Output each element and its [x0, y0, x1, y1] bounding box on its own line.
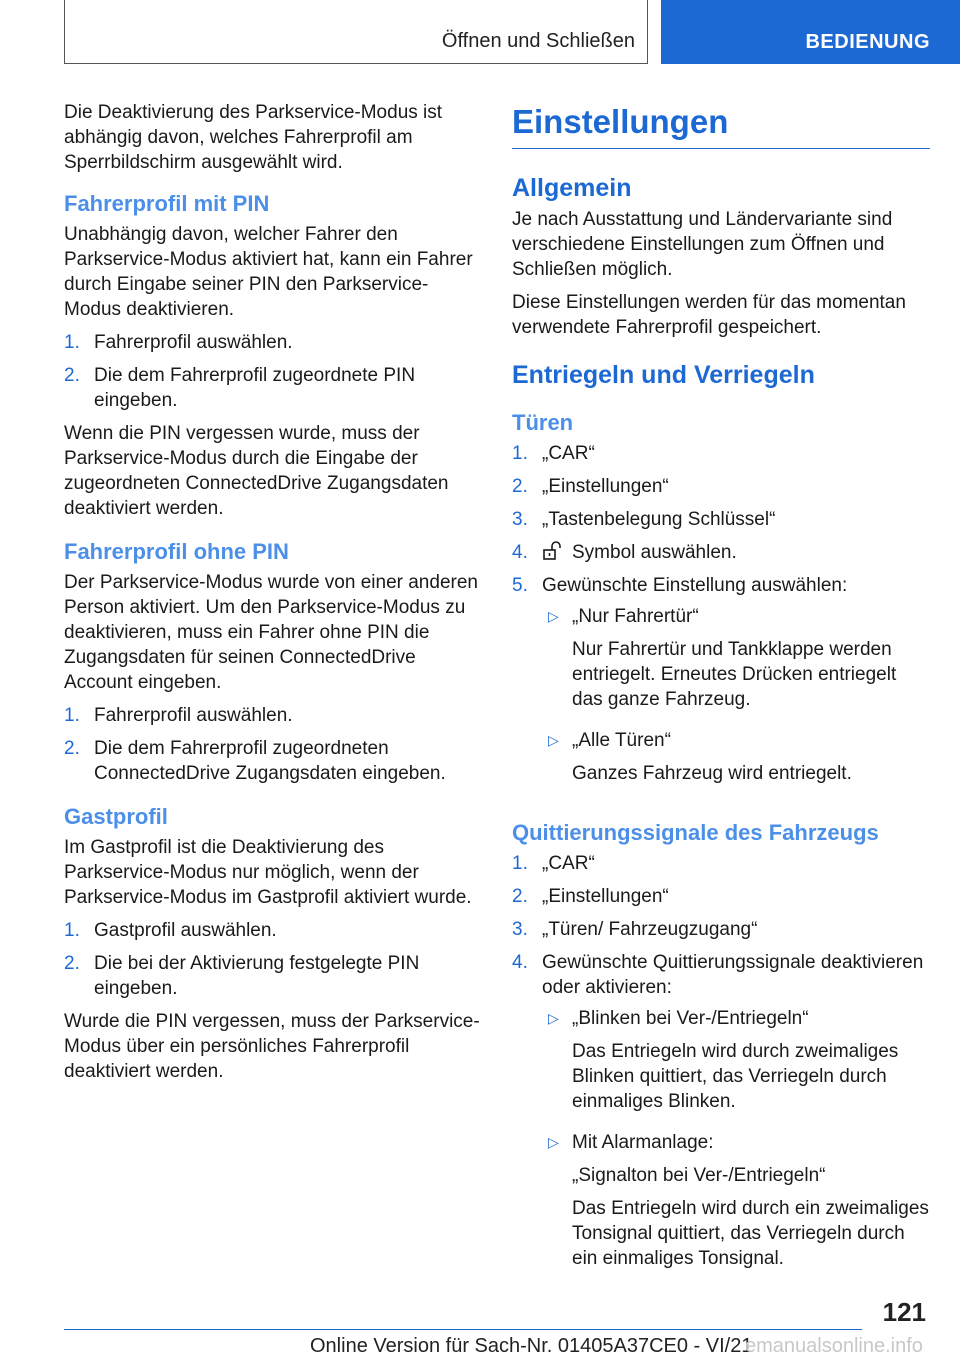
steps-signals	[512, 851, 930, 1287]
step-number: 3.	[512, 509, 528, 530]
option-title: Mit Alarmanlage:	[572, 1132, 714, 1153]
step-number: 4.	[512, 952, 528, 973]
list-item	[64, 330, 482, 355]
list-item	[512, 540, 930, 565]
list-item	[512, 917, 930, 942]
step-text-with-icon	[542, 540, 930, 565]
header-chapter-title: BEDIENUNG	[805, 31, 930, 53]
step-text: „Türen/ Fahrzeugzugang“	[542, 919, 758, 940]
step-number: 3.	[512, 919, 528, 940]
page-number: 121	[882, 1297, 926, 1327]
paragraph-guest-profile: Im Gastprofil ist die Deaktivierung des Parkservice-Modus nur möglich, wenn der Parkservice-Modus im Gastprofil aktiviert wurde.	[64, 837, 472, 908]
option-description: Das Entriegeln wird durch zweimaliges Blinken quittiert, das Verriegeln durch einmaliges Blinken.	[572, 1041, 899, 1112]
list-item	[512, 474, 930, 499]
step-number: 1.	[512, 443, 528, 464]
intro-paragraph: Die Deaktivierung des Parkservice-Modus ist abhängig davon, welches Fahrerprofil am Sperrbildschirm ausgewählt wird.	[64, 102, 443, 173]
step-text: Die bei der Aktivierung festgelegte PIN eingeben.	[94, 953, 420, 999]
header-section-box	[64, 0, 648, 64]
step-text: „Einstellungen“	[542, 476, 669, 497]
unlock-icon	[542, 541, 564, 561]
option-item	[542, 604, 930, 720]
option-description: Nur Fahrertür und Tankklappe werden entriegelt. Erneutes Drücken entriegelt das ganze Fahrzeug.	[572, 639, 897, 710]
step-number: 4.	[512, 542, 528, 563]
steps-doors	[512, 441, 930, 802]
option-item	[542, 1006, 930, 1122]
list-item	[64, 736, 482, 786]
step-number: 2.	[512, 886, 528, 907]
heading-profile-with-pin: Fahrerprofil mit PIN	[64, 191, 270, 216]
option-list	[542, 604, 930, 794]
step-number: 2.	[64, 738, 80, 759]
step-text: Die dem Fahrerprofil zugeordneten ConnectedDrive Zugangsdaten eingeben.	[94, 738, 446, 784]
triangle-bullet-icon: ▷	[548, 732, 559, 748]
list-item	[512, 851, 930, 876]
step-text: Gewünschte Quittierungssignale deaktivieren oder aktivieren:	[542, 952, 924, 998]
heading-acknowledgement-signals: Quittierungssignale des Fahrzeugs	[512, 820, 879, 845]
step-number: 5.	[512, 575, 528, 596]
paragraph-profile-without-pin: Der Parkservice-Modus wurde von einer anderen Person aktiviert. Um den Parkservice-Modus zu deaktivieren, muss ein Fahrer ohne PIN die Zugangsdaten für seinen ConnectedDrive Account eingeben.	[64, 572, 478, 693]
header-chapter-box	[661, 0, 960, 64]
step-text: „CAR“	[542, 853, 595, 874]
list-item	[64, 918, 482, 943]
paragraph-profile-with-pin: Unabhängig davon, welcher Fahrer den Parkservice-Modus aktiviert hat, kann ein Fahrer durch Eingabe seiner PIN den Parkservice-Modus deaktivieren.	[64, 224, 473, 320]
step-number: 1.	[512, 853, 528, 874]
list-item	[512, 573, 930, 802]
paragraph-general-2: Diese Einstellungen werden für das momentan verwendete Fahrerprofil gespeichert.	[512, 292, 906, 338]
option-description: Das Entriegeln wird durch ein zweimaliges Tonsignal quittiert, das Verriegeln durch ein einmaliges Tonsignal.	[572, 1198, 929, 1269]
option-title: „Alle Türen“	[572, 730, 671, 751]
option-title: „Nur Fahrertür“	[572, 606, 699, 627]
option-description: Ganzes Fahrzeug wird entriegelt.	[572, 763, 852, 784]
paragraph-general-1: Je nach Ausstattung und Ländervariante sind verschiedene Einstellungen zum Öffnen und Schließen möglich.	[512, 209, 893, 280]
watermark: emanualsonline.info	[745, 1335, 923, 1357]
paragraph-forgot-pin: Wenn die PIN vergessen wurde, muss der Parkservice-Modus durch die Eingabe der zugeordneten ConnectedDrive Zugangsdaten deaktiviert werden.	[64, 423, 449, 519]
option-list	[542, 1006, 930, 1279]
step-number: 2.	[64, 953, 80, 974]
header-section-title: Öffnen und Schließen	[441, 30, 635, 52]
step-number: 1.	[64, 332, 80, 353]
steps-guest-profile	[64, 918, 482, 1001]
list-item	[64, 951, 482, 1001]
heading-guest-profile: Gastprofil	[64, 804, 168, 829]
right-column	[512, 100, 930, 1295]
step-number: 2.	[64, 365, 80, 386]
heading-settings: Einstellungen	[512, 100, 930, 149]
step-text: „CAR“	[542, 443, 595, 464]
list-item	[64, 703, 482, 728]
list-item	[512, 950, 930, 1287]
option-title: „Blinken bei Ver-/Entriegeln“	[572, 1008, 809, 1029]
step-number: 2.	[512, 476, 528, 497]
step-text: Symbol auswählen.	[572, 542, 737, 563]
option-item	[542, 1130, 930, 1279]
triangle-bullet-icon: ▷	[548, 1134, 559, 1150]
list-item	[512, 884, 930, 909]
step-text: Fahrerprofil auswählen.	[94, 332, 293, 353]
heading-unlock-lock: Entriegeln und Verriegeln	[512, 361, 815, 389]
list-item	[64, 363, 482, 413]
step-text: Fahrerprofil auswählen.	[94, 705, 293, 726]
heading-doors: Türen	[512, 410, 574, 435]
step-number: 1.	[64, 920, 80, 941]
list-item	[512, 507, 930, 532]
list-item	[512, 441, 930, 466]
step-text: „Einstellungen“	[542, 886, 669, 907]
left-column	[64, 100, 482, 1092]
heading-general: Allgemein	[512, 174, 632, 202]
footer-divider	[64, 1329, 862, 1330]
step-text: „Tastenbelegung Schlüssel“	[542, 509, 776, 530]
triangle-bullet-icon: ▷	[548, 1010, 559, 1026]
option-item	[542, 728, 930, 794]
paragraph-guest-forgot-pin: Wurde die PIN vergessen, muss der Parkservice-Modus über ein persönliches Fahrerprofil deaktiviert werden.	[64, 1011, 480, 1082]
steps-profile-without-pin	[64, 703, 482, 786]
step-text: Gastprofil auswählen.	[94, 920, 277, 941]
footer-text: Online Version für Sach-Nr. 01405A37CE0 - VI/21	[310, 1335, 753, 1357]
step-text: Die dem Fahrerprofil zugeordnete PIN eingeben.	[94, 365, 416, 411]
step-number: 1.	[64, 705, 80, 726]
heading-profile-without-pin: Fahrerprofil ohne PIN	[64, 539, 289, 564]
triangle-bullet-icon: ▷	[548, 608, 559, 624]
steps-profile-with-pin	[64, 330, 482, 413]
option-subtitle: „Signalton bei Ver-/Entriegeln“	[572, 1165, 826, 1186]
step-text: Gewünschte Einstellung auswählen:	[542, 575, 848, 596]
